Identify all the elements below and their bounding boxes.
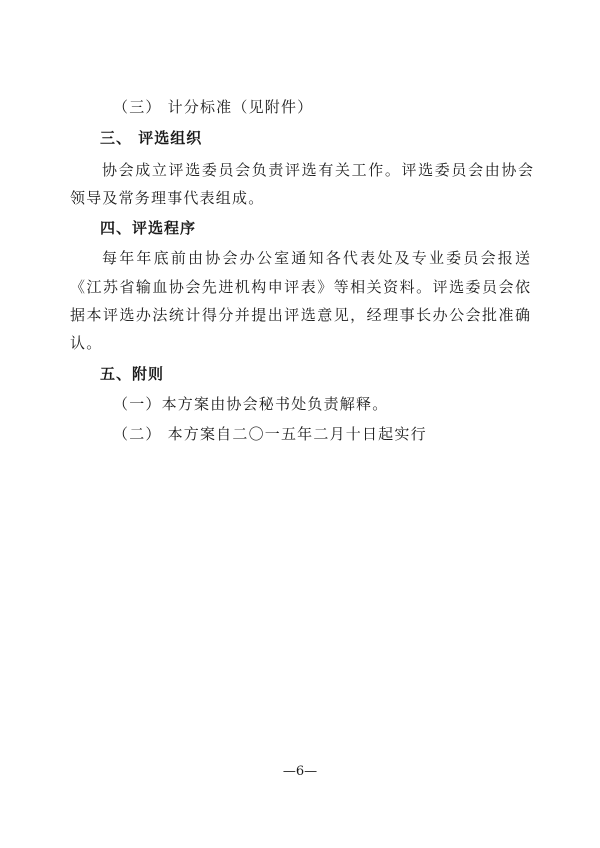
paragraph-line: 每年年底前由协会办公室通知各代表处及专业委员会报送 <box>102 249 530 267</box>
section-heading-supplementary-provisions: 五、附则 <box>100 365 165 383</box>
provision-item: （二） 本方案自二〇一五年二月十日起实行 <box>113 425 427 443</box>
paragraph-line: 据本评选办法统计得分并提出评选意见，经理事长办公会批准确 <box>70 306 530 324</box>
section-heading-evaluation-organization: 三、 评选组织 <box>100 129 203 147</box>
paragraph-line: 认。 <box>70 334 103 352</box>
paragraph-line: 《江苏省输血协会先进机构申评表》等相关资料。评选委员会依 <box>70 278 530 296</box>
provision-item: （一）本方案由协会秘书处负责解释。 <box>113 395 389 413</box>
paragraph-line: 协会成立评选委员会负责评选有关工作。评选委员会由协会 <box>102 161 533 179</box>
paragraph-line: 领导及常务理事代表组成。 <box>70 189 265 207</box>
page-number: —6— <box>282 764 318 779</box>
section-heading-evaluation-procedure: 四、评选程序 <box>100 219 197 237</box>
scoring-criteria-item: （三） 计分标准（见附件） <box>113 98 314 116</box>
